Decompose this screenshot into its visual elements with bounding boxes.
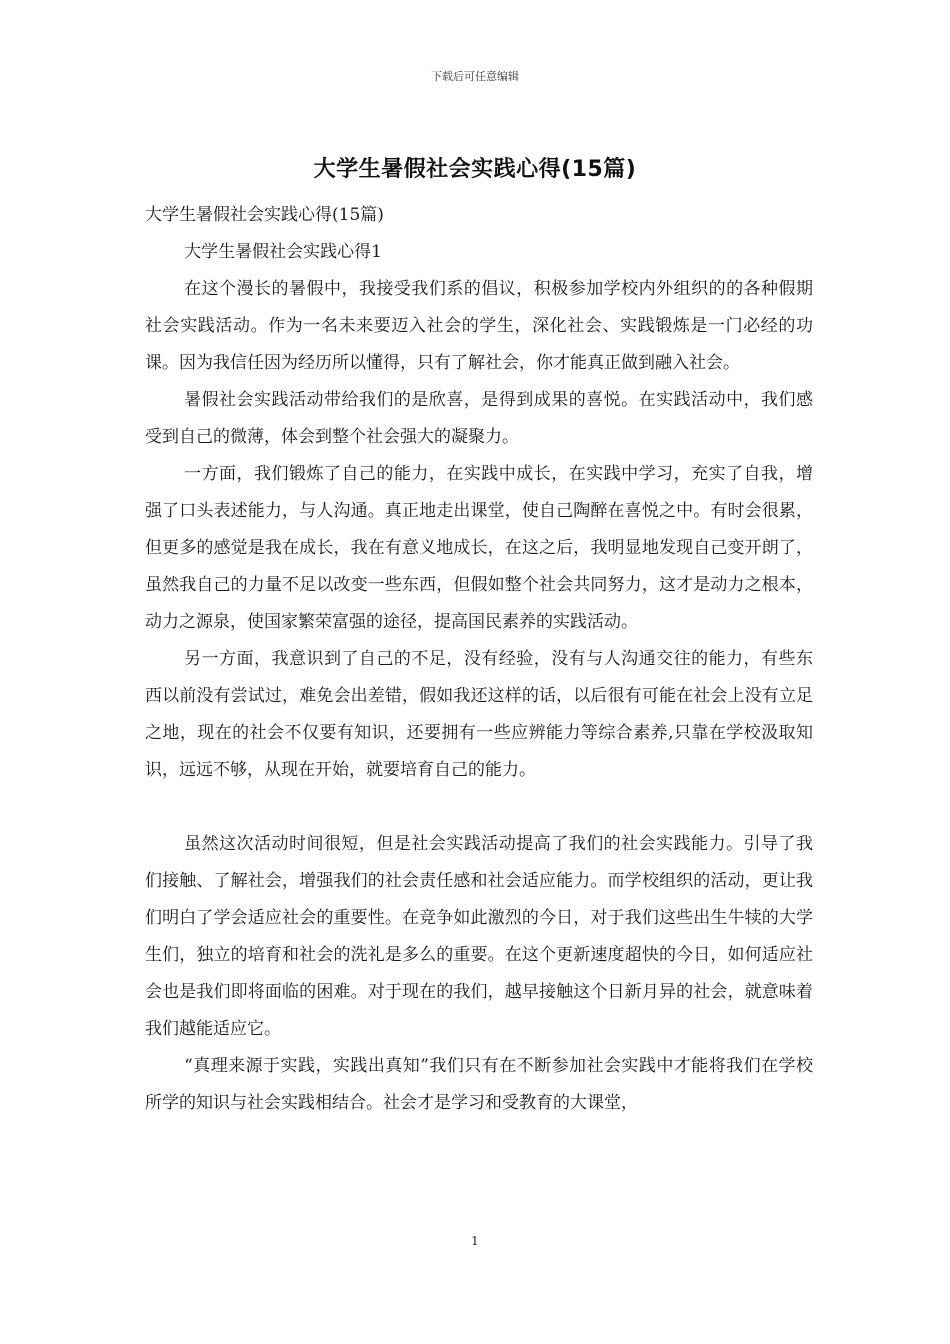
paragraph-gap — [145, 789, 813, 826]
paragraph: 在这个漫长的暑假中，我接受我们系的倡议，积极参加学校内外组织的的各种假期社会实践活动。作为一名未来要迈入社会的学生，深化社会、实践锻炼是一门必经的功课。因为我信任因为经历所以懂得，只有了解社会，你才能真正做到融入社会。 — [145, 279, 813, 373]
page-number: 1 — [471, 1234, 479, 1248]
paragraph: 虽然这次活动时间很短，但是社会实践活动提高了我们的社会实践能力。引导了我们接触、了解社会，增强我们的社会责任感和社会适应能力。而学校组织的活动，更让我们明白了学会适应社会的重要性。在竞争如此激烈的今日，对于我们这些出生牛犊的大学生们，独立的培育和社会的洗礼是多么的重要。在这个更新速度超快的今日，如何适应社会也是我们即将面临的困难。对于现在的我们，越早接触这个日新月异的社会，就意味着我们越能适应它。 — [145, 834, 813, 1039]
document-body — [145, 197, 813, 1122]
paragraph: “真理来源于实践，实践出真知”我们只有在不断参加社会实践中才能将我们在学校所学的知识与社会实践相结合。社会才是学习和受教育的大课堂， — [145, 1056, 813, 1113]
paragraph: 暑假社会实践活动带给我们的是欣喜，是得到成果的喜悦。在实践活动中，我们感受到自己的微薄，体会到整个社会强大的凝聚力。 — [145, 390, 813, 447]
subtitle-line: 大学生暑假社会实践心得(15篇) — [145, 205, 384, 225]
section-heading: 大学生暑假社会实践心得1 — [184, 242, 382, 262]
paragraph: 一方面，我们锻炼了自己的能力，在实践中成长，在实践中学习，充实了自我，增强了口头表述能力，与人沟通。真正地走出课堂，使自己陶醉在喜悦之中。有时会很累，但更多的感觉是我在成长，我在有意义地成长，在这之后，我明显地发现自己变开朗了，虽然我自己的力量不足以改变一些东西，但假如整个社会共同努力，这才是动力之根本，动力之源泉，使国家繁荣富强的途径，提高国民素养的实践活动。 — [145, 464, 813, 632]
header-note: 下载后可任意编辑 — [431, 70, 519, 83]
paragraph: 另一方面，我意识到了自己的不足，没有经验，没有与人沟通交往的能力，有些东西以前没有尝试过，难免会出差错，假如我还这样的话，以后很有可能在社会上没有立足之地，现在的社会不仅要有知识，还要拥有一些应辨能力等综合素养,只靠在学校汲取知识，远远不够，从现在开始，就要培育自己的能力。 — [145, 649, 813, 780]
document-title: 大学生暑假社会实践心得(15篇) — [313, 157, 637, 182]
